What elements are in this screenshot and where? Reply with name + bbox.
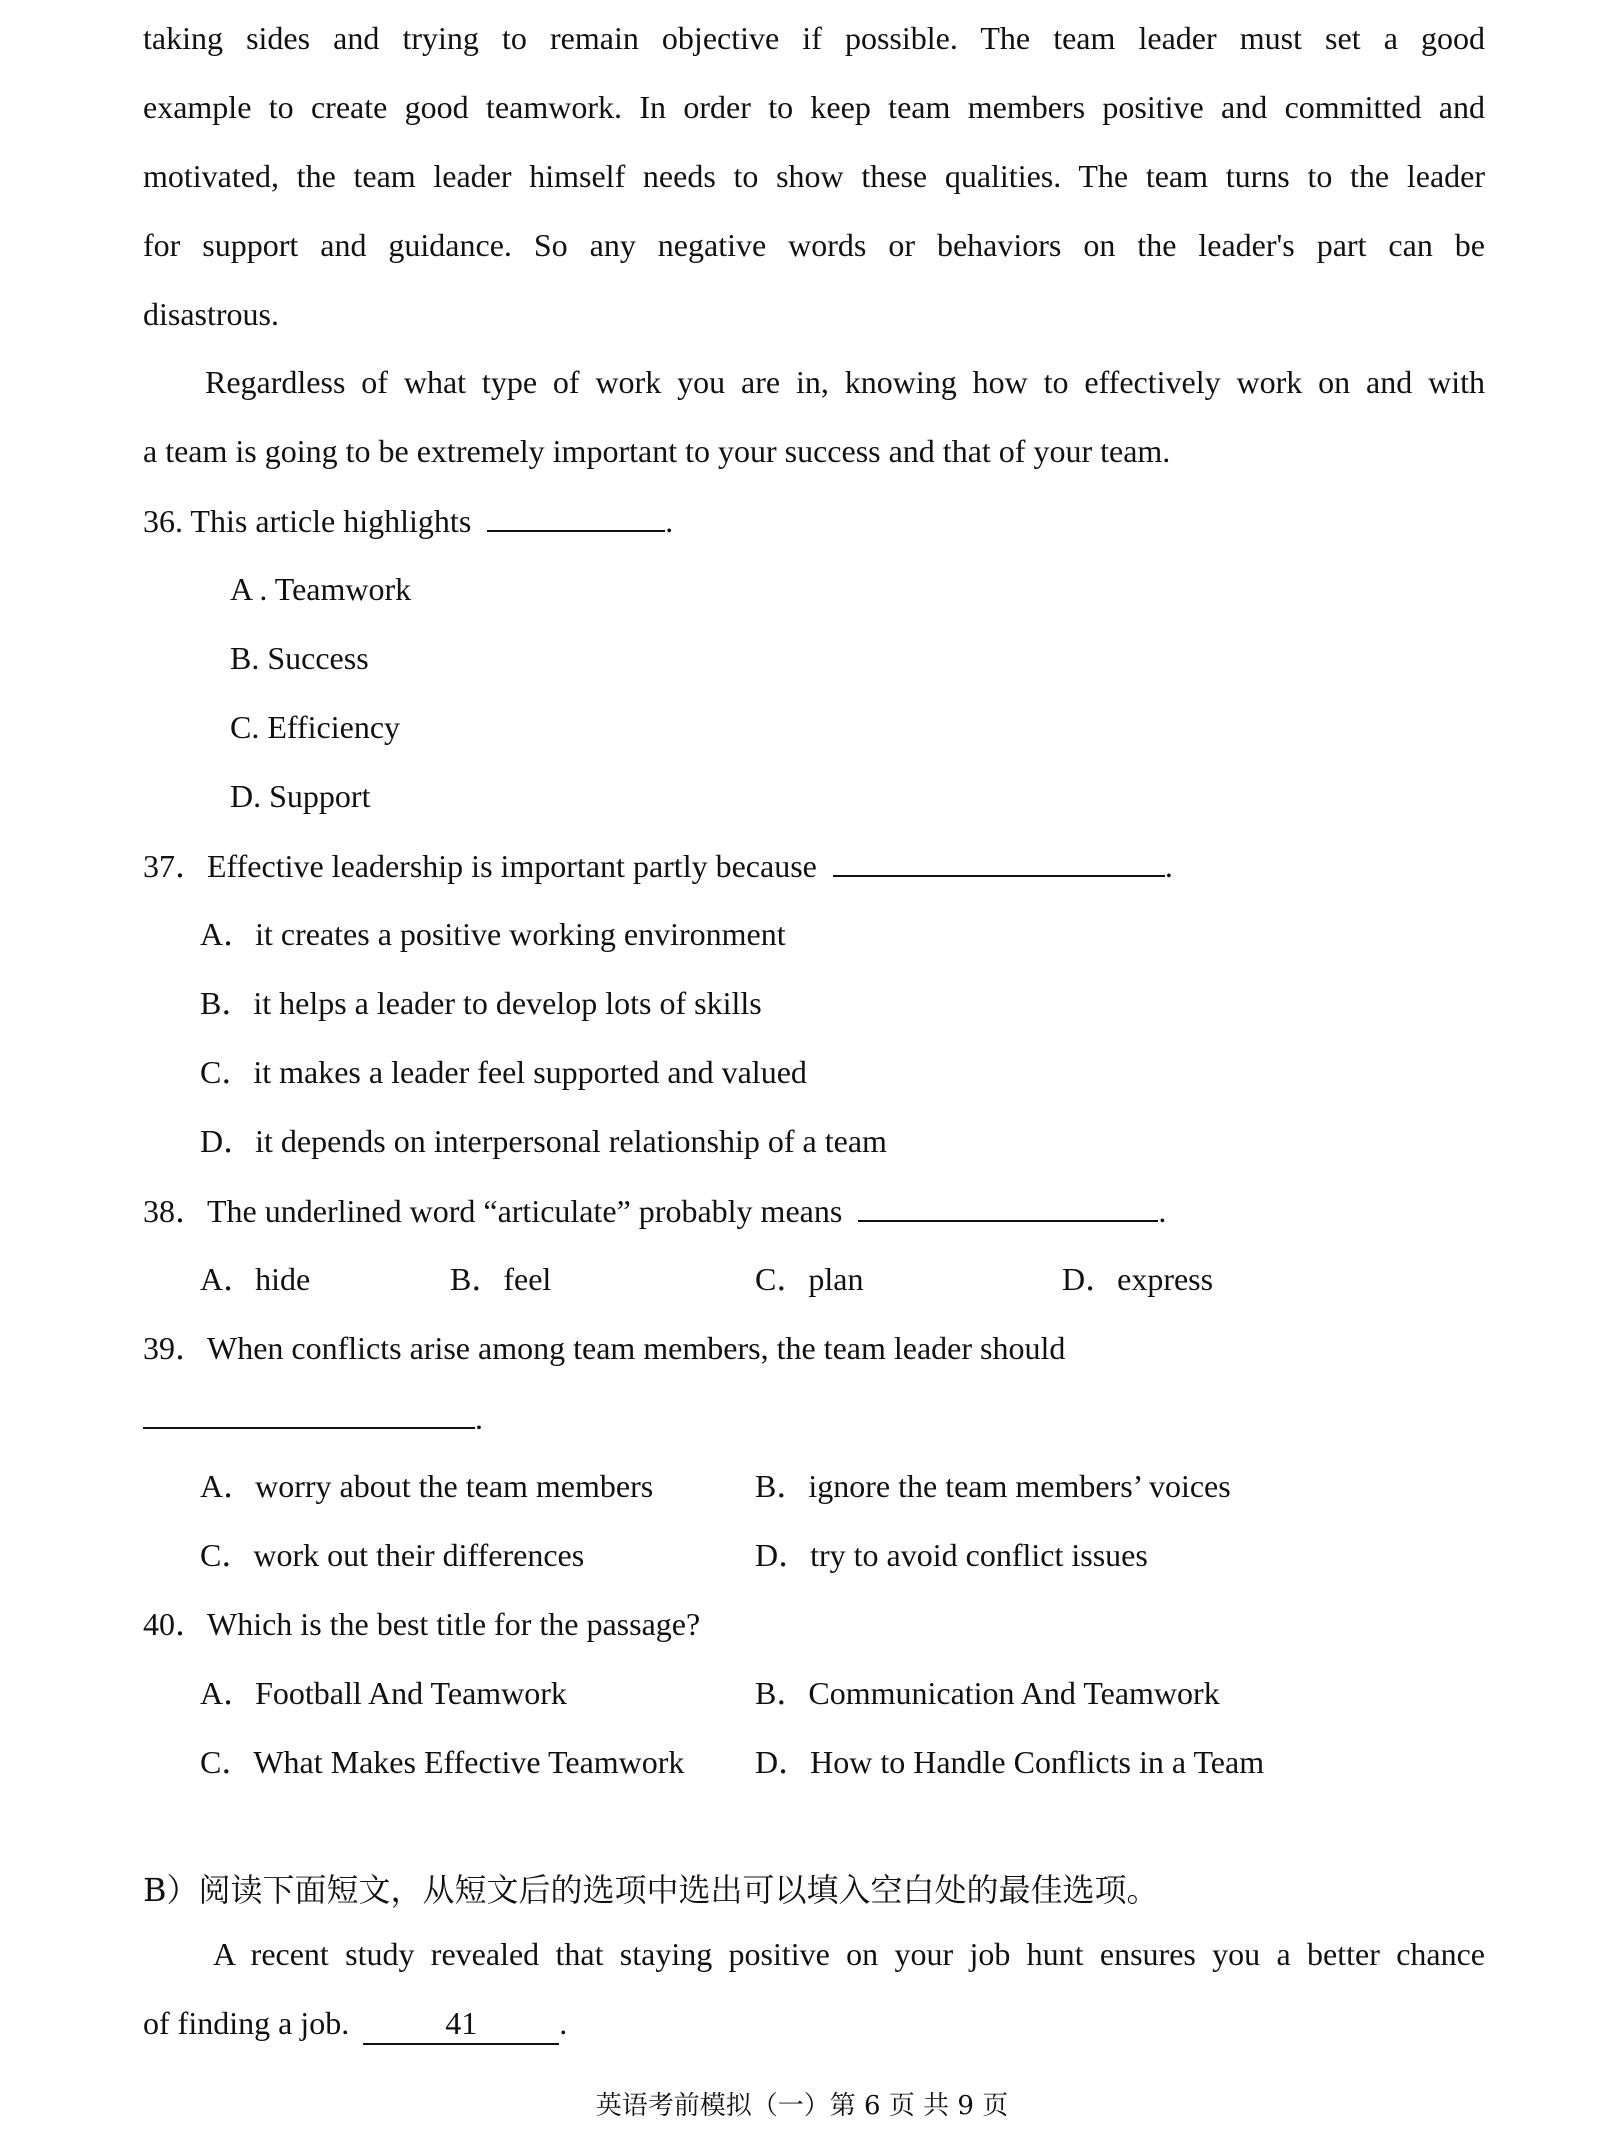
passage-line-1: taking sides and trying to remain objective if possible. The team leader must set a good — [143, 20, 1485, 56]
question-40-option-a: A．Football And Teamwork — [200, 1675, 567, 1711]
passage-line-4: for support and guidance. So any negative words or behaviors on the leader's part can be — [143, 227, 1485, 263]
page-footer: 英语考前模拟（一）第 6 页 共 9 页 — [595, 2091, 1009, 2121]
question-37-option-d: D．it depends on interpersonal relationship of a team — [200, 1123, 887, 1159]
question-37-option-a: A．it creates a positive working environment — [200, 916, 786, 952]
question-36-option-c: C. Efficiency — [230, 709, 401, 745]
section-b-paragraph-line-2: of finding a job. 41 . — [143, 2003, 567, 2045]
question-40-stem: 40．Which is the best title for the passage? — [143, 1606, 701, 1642]
question-39-option-d: D．try to avoid conflict issues — [755, 1537, 1148, 1573]
question-38-text: 38．The underlined word “articulate” probably means — [143, 1193, 843, 1229]
answer-blank[interactable] — [858, 1190, 1158, 1222]
section-b-heading: B）阅读下面短文，从短文后的选项中选出可以填入空白处的最佳选项。 — [143, 1871, 1159, 1909]
question-40-option-d: D．How to Handle Conflicts in a Team — [755, 1744, 1265, 1780]
question-38-stem: 38．The underlined word “articulate” probably means . — [143, 1190, 1166, 1231]
question-36-option-d: D. Support — [230, 778, 371, 814]
question-39-stem: 39．When conflicts arise among team members, the team leader should — [143, 1330, 1066, 1366]
question-39-blank-line: . — [143, 1397, 483, 1438]
answer-blank[interactable] — [143, 1397, 475, 1429]
question-39-option-b: B．ignore the team members’ voices — [755, 1468, 1231, 1504]
final-paragraph-line-1: Regardless of what type of work you are in, knowing how to effectively work on and with — [205, 364, 1485, 400]
question-36-option-b: B. Success — [230, 640, 369, 676]
answer-blank[interactable] — [833, 845, 1165, 877]
question-38-option-d: D．express — [1062, 1261, 1214, 1297]
question-36-option-a: A . Teamwork — [230, 571, 412, 607]
question-39-option-c: C．work out their differences — [200, 1537, 585, 1573]
question-38-option-c: C．plan — [755, 1261, 864, 1297]
question-41-blank[interactable]: 41 — [363, 2003, 559, 2045]
question-38-option-a: A．hide — [200, 1261, 311, 1297]
passage-line-2: example to create good teamwork. In order to keep team members positive and committed and — [143, 89, 1485, 125]
passage-line-3: motivated, the team leader himself needs to show these qualities. The team turns to the leader — [143, 158, 1485, 194]
final-paragraph-line-2: a team is going to be extremely important to your success and that of your team. — [143, 433, 1171, 469]
question-38-option-b: B．feel — [450, 1261, 552, 1297]
question-37-option-c: C．it makes a leader feel supported and valued — [200, 1054, 807, 1090]
question-39-option-a: A．worry about the team members — [200, 1468, 654, 1504]
question-36-stem: 36. This article highlights . — [143, 500, 673, 541]
answer-blank[interactable] — [487, 500, 665, 532]
question-36-text: 36. This article highlights — [143, 503, 472, 539]
question-37-text: 37．Effective leadership is important partly because — [143, 848, 817, 884]
question-40-option-b: B．Communication And Teamwork — [755, 1675, 1220, 1711]
section-b-paragraph-line-1: A recent study revealed that staying positive on your job hunt ensures you a better chance — [213, 1936, 1485, 1972]
question-40-option-c: C．What Makes Effective Teamwork — [200, 1744, 685, 1780]
passage-line-5: disastrous. — [143, 296, 279, 332]
question-37-option-b: B．it helps a leader to develop lots of skills — [200, 985, 762, 1021]
question-37-stem: 37．Effective leadership is important partly because . — [143, 845, 1173, 886]
